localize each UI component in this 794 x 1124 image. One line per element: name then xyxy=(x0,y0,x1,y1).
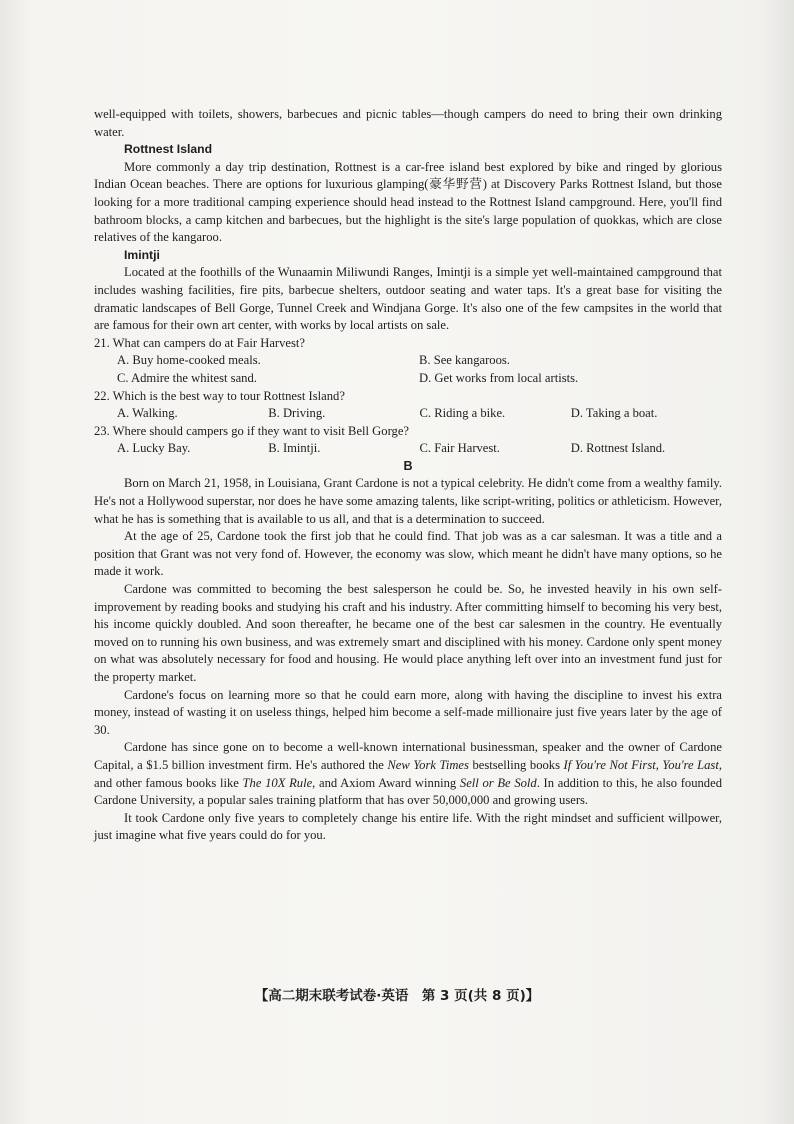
option-b: B. Driving. xyxy=(268,406,326,421)
section-b-label: B xyxy=(403,458,413,473)
option-a: A. Walking. xyxy=(117,406,178,421)
rottnest-paragraph: More commonly a day trip destination, Rottnest is a car-free island best explored by bike and ringed by glorious Indian Ocean beaches. There are options for luxurious glamping(豪华野营) at Discovery Parks Rottnest Island, but those looking for a more traditional camping experience should head instead to the Rottnest Island campground. Here, you'll find bathroom blocks, a camp kitchen and barbecues, but the highlight is the site's large population of quokkas, which are close relatives of the kangaroo. xyxy=(94,159,722,245)
option-b: B. Imintji. xyxy=(268,441,321,456)
question-21 xyxy=(94,335,722,388)
passage-b-paragraph-2: At the age of 25, Cardone took the first job that he could find. That job was as a car salesman. It was a title and a position that Grant was not very fond of. However, the economy was slow, which meant he didn't have many options, so he made it work. xyxy=(94,529,722,579)
option-d: D. Taking a boat. xyxy=(570,406,658,421)
passage-a-intro: well-equipped with toilets, showers, barbecues and picnic tables—though campers do need to bring their own drinking water. xyxy=(94,107,722,139)
question-22 xyxy=(94,388,722,423)
title-new-york-times: New York Times xyxy=(387,757,469,772)
text-run: . In addition to this, he also founded Cardone University, a popular sales training platform that has over 50,000,000 and growing users. xyxy=(94,775,722,808)
option-c: C. Fair Harvest. xyxy=(419,441,500,456)
option-b: B. See kangaroos. xyxy=(419,353,510,368)
question-stem: 21. What can campers do at Fair Harvest? xyxy=(94,335,305,350)
option-c: C. Riding a bike. xyxy=(419,406,506,421)
options-row xyxy=(94,352,722,370)
option-c: C. Admire the whitest sand. xyxy=(117,370,257,385)
options-row xyxy=(94,405,722,423)
imintji-heading: Imintji xyxy=(124,247,160,262)
book-title-first-last: If You're Not First, You're Last xyxy=(563,757,719,772)
imintji-paragraph: Located at the foothills of the Wunaamin Miliwundi Ranges, Imintji is a simple yet well-maintained campground that includes washing facilities, fire pits, barbecue shelters, outdoor seating and water taps. It's a great base for visiting the dramatic landscapes of Bell Gorge, Tunnel Creek and Windjana Gorge. It's also one of the few campsites in the world that are famous for their own art center, with works by local artists on sale. xyxy=(94,265,722,333)
passage-b-paragraph-1: Born on March 21, 1958, in Louisiana, Grant Cardone is not a typical celebrity. He didn't come from a wealthy family. He's not a Hollywood superstar, nor does he have some amazing talents, like script-writing, politics or athleticism. However, what he has is something that is available to us all, and that is a determination to succeed. xyxy=(94,476,722,526)
options-row xyxy=(94,370,722,388)
question-23 xyxy=(94,423,722,458)
book-title-10x-rule: The 10X Rule xyxy=(242,775,313,790)
options-row xyxy=(94,440,722,458)
rottnest-heading: Rottnest Island xyxy=(124,142,213,157)
option-d: D. Rottnest Island. xyxy=(570,441,666,456)
option-a: A. Lucky Bay. xyxy=(117,441,191,456)
text-run: bestselling books xyxy=(468,757,564,772)
question-stem: 22. Which is the best way to tour Rottnest Island? xyxy=(94,388,345,403)
passage-b-paragraph-6: It took Cardone only five years to completely change his entire life. With the right mindset and sufficient willpower, just imagine what five years could do for you. xyxy=(94,810,722,843)
option-d: D. Get works from local artists. xyxy=(419,370,579,385)
passage-b-paragraph-3: Cardone was committed to becoming the best salesperson he could be. So, he invested heavily in his own self-improvement by reading books and studying his craft and his industry. After committing himself to becoming his very best, his income quickly doubled. And soon thereafter, he became one of the best car salesmen in the country. He eventually moved on to running his own business, and was extremely smart and disciplined with his money. Cardone only spent money on what was absolutely necessary for food and housing. He would place anything left over into an investment fund just for the property market. xyxy=(94,582,722,684)
page-footer: 【高二期末联考试卷·英语 第 3 页(共 8 页)】 xyxy=(254,988,540,1004)
passage-b-paragraph-5 xyxy=(94,739,722,809)
text-run: , and Axiom Award winning xyxy=(312,775,460,790)
text-run: Cardone has since gone on to become a well-known international businessman, speaker and the owner of Cardone Capital, a $1.5 billion investment firm. He's authored the xyxy=(94,740,722,772)
text-run: , and other famous books like xyxy=(94,757,722,790)
question-stem: 23. Where should campers go if they want to visit Bell Gorge? xyxy=(94,423,410,438)
passage-b-paragraph-4: Cardone's focus on learning more so that he could earn more, along with having the discipline to invest his extra money, instead of wasting it on useless things, helped him become a self-made millionaire just five years later by the age of 30. xyxy=(94,687,722,737)
option-a: A. Buy home-cooked meals. xyxy=(117,353,261,368)
page-content xyxy=(94,106,722,845)
book-title-sell-or-be-sold: Sell or Be Sold xyxy=(459,775,537,790)
